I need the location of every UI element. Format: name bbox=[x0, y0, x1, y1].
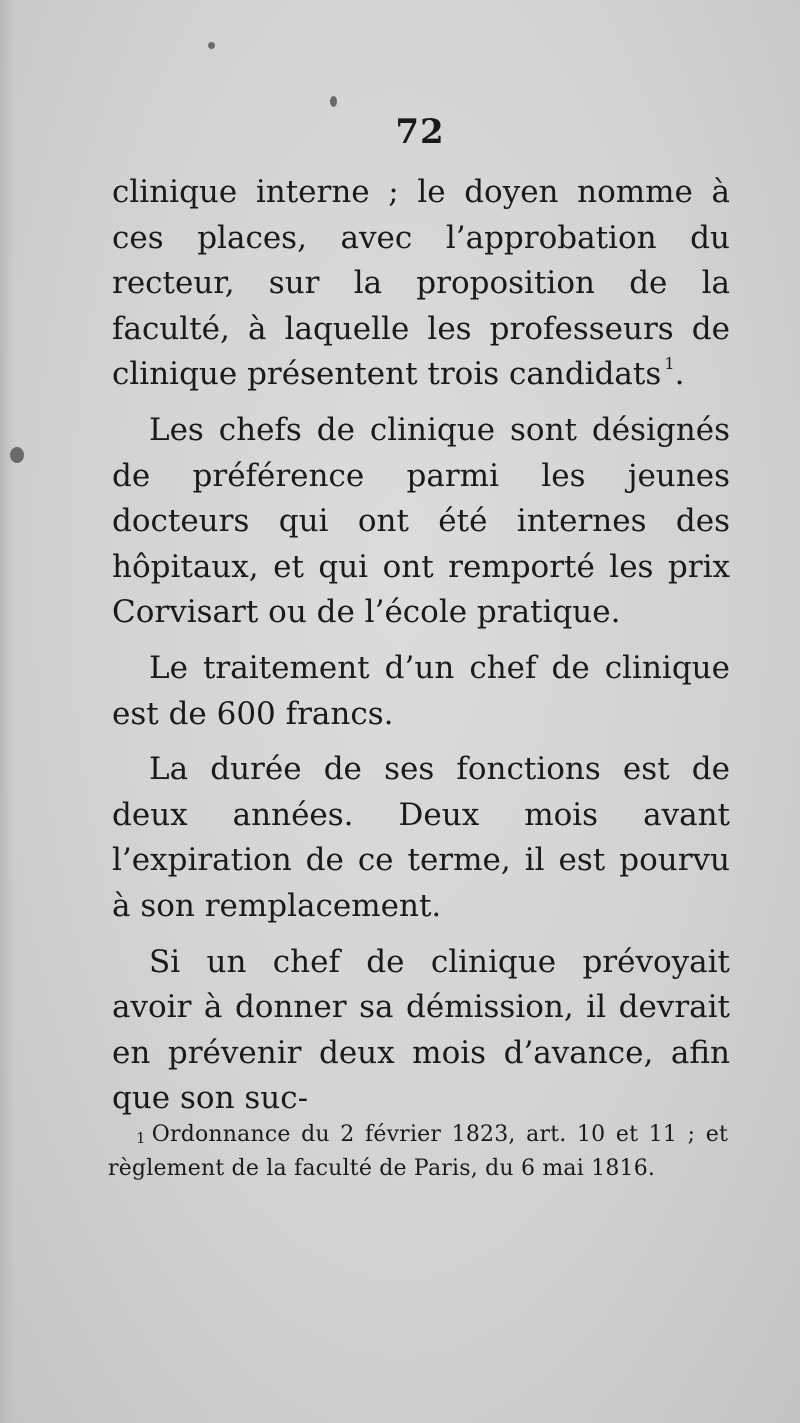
ink-speck bbox=[330, 96, 337, 107]
ink-speck bbox=[10, 447, 24, 463]
paragraph: Si un chef de clinique prévoyait avoir à donner sa démission, il devrait en prévenir deux mois d’avance, afin que son suc- bbox=[112, 943, 730, 1117]
paragraph: Les chefs de clinique sont désignés de préférence parmi les jeunes docteurs qui ont été internes des hôpitaux, et qui ont remporté les prix Corvisart ou de l’école pratique. bbox=[112, 411, 730, 631]
main-text bbox=[112, 170, 730, 1132]
footnote-marker: 1 bbox=[136, 1129, 146, 1147]
paragraph: Le traitement d’un chef de clinique est de 600 francs. bbox=[112, 649, 730, 732]
paragraph: clinique interne ; le doyen nomme à ces places, avec l’approbation du recteur, sur la proposition de la faculté, à laquelle les professeurs de clinique présentent trois candidats $^1$. bbox=[112, 174, 730, 393]
ink-speck bbox=[208, 42, 215, 49]
footnote-text: Ordonnance du 2 février 1823, art. 10 et 11 ; et règlement de la faculté de Paris, du 6 mai 1816. bbox=[108, 1122, 728, 1181]
page-number: 72 bbox=[395, 112, 445, 152]
footnote-reference: 1 bbox=[664, 354, 675, 374]
paragraph: La durée de ses fonctions est de deux années. Deux mois avant l’expiration de ce terme, il est pourvu à son remplacement. bbox=[112, 751, 730, 924]
footnote bbox=[108, 1118, 728, 1186]
